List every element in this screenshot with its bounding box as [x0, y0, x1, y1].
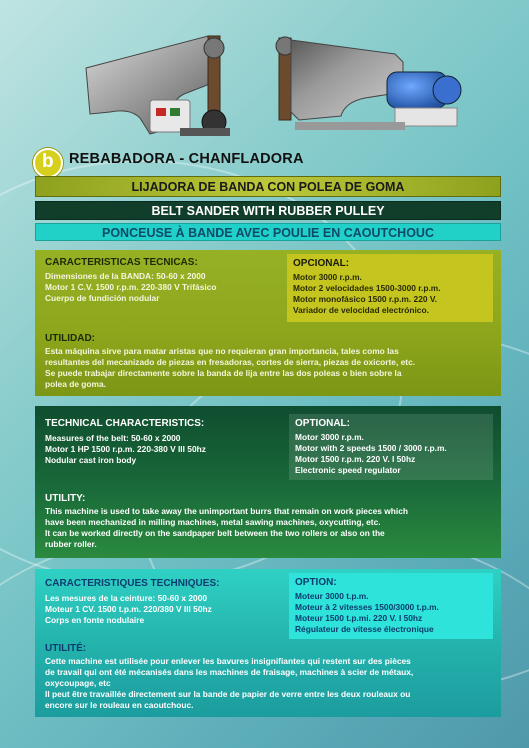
french-panel	[35, 569, 501, 717]
en-tech-line: Nodular cast iron body	[45, 455, 137, 465]
en-tech-line: Measures of the belt: 50-60 x 2000	[45, 433, 181, 443]
machine-photo-left	[80, 28, 240, 146]
es-option-line: Motor monofásico 1500 r.p.m. 220 V.	[293, 294, 437, 304]
en-option-heading: OPTIONAL:	[295, 418, 350, 429]
en-tech-heading: TECHNICAL CHARACTERISTICS:	[45, 418, 205, 429]
en-utility-line: It can be worked directly on the sandpaper belt between the two rollers or also on the	[45, 528, 385, 538]
fr-option-line: Moteur à 2 vitesses 1500/3000 t.p.m.	[295, 602, 439, 612]
es-option-line: Motor 2 velocidades 1500-3000 r.p.m.	[293, 283, 441, 293]
fr-utility-line: oxycoupage, etc	[45, 678, 111, 688]
es-option-line: Variador de velocidad electrónico.	[293, 305, 429, 315]
es-option-line: Motor 3000 r.p.m.	[293, 272, 362, 282]
brand-title: REBABADORA - CHANFLADORA	[69, 151, 304, 167]
es-option-box	[287, 254, 493, 322]
fr-utility-line: Il peut être travaillée directement sur la bande de papier de verre entre les deux rouleaux ou	[45, 689, 411, 699]
fr-utility-line: Cette machine est utilisée pour enlever les bavures insignifiantes qui restent sur des pièces	[45, 656, 411, 666]
es-utility-heading: UTILIDAD:	[45, 333, 95, 344]
fr-tech-line: Les mesures de la ceinture: 50-60 x 2000	[45, 593, 208, 603]
es-option-heading: OPCIONAL:	[293, 258, 350, 269]
es-tech-line: Dimensiones de la BANDA: 50-60 x 2000	[45, 271, 206, 281]
machine-photo-right	[275, 32, 465, 140]
en-option-line: Motor with 2 speeds 1500 / 3000 r.p.m.	[295, 443, 447, 453]
fr-utility-heading: UTILITÉ:	[45, 643, 87, 654]
fr-option-line: Régulateur de vitesse électronique	[295, 624, 434, 634]
spanish-panel	[35, 250, 501, 396]
en-option-line: Motor 1500 r.p.m. 220 V. I 50hz	[295, 454, 416, 464]
es-tech-heading: CARACTERISTICAS TECNICAS:	[45, 257, 198, 268]
es-utility-line: Esta máquina sirve para matar aristas que no requieran gran importancia, tales como las	[45, 346, 399, 356]
en-tech-line: Motor 1 HP 1500 r.p.m. 220-380 V III 50hz	[45, 444, 206, 454]
fr-option-box	[289, 573, 493, 639]
fr-option-line: Moteur 1500 t.p.mi. 220 V. I 50hz	[295, 613, 423, 623]
en-utility-heading: UTILITY:	[45, 493, 86, 504]
es-utility-line: Se puede trabajar directamente sobre la banda de lija entre las dos poleas o bien sobre la	[45, 368, 402, 378]
fr-tech-line: Corps en fonte nodulaire	[45, 615, 145, 625]
brand-logo-letter: b	[42, 151, 54, 172]
es-utility-line: resultantes del mecanizado de piezas en fresadoras, cortes de sierra, piezas de oxicorte, etc.	[45, 357, 416, 367]
es-tech-line: Cuerpo de fundición nodular	[45, 293, 160, 303]
title-spanish: LIJADORA DE BANDA CON POLEA DE GOMA	[35, 176, 501, 197]
en-option-line: Motor 3000 r.p.m.	[295, 432, 364, 442]
fr-tech-line: Moteur 1 CV. 1500 t.p.m. 220/380 V III 50hz	[45, 604, 212, 614]
en-utility-line: have been mechanized in milling machines, metal sawing machines, oxycutting, etc.	[45, 517, 381, 527]
fr-tech-heading: CARACTERISTIQUES TECHNIQUES:	[45, 578, 220, 589]
brand-logo	[33, 148, 63, 178]
en-option-line: Electronic speed regulator	[295, 465, 401, 475]
title-french: PONCEUSE À BANDE AVEC POULIE EN CAOUTCHOUC	[35, 223, 501, 241]
fr-option-heading: OPTION:	[295, 577, 337, 588]
fr-utility-line: de travail qui ont été mécanisés dans les machines de fraisage, machines à scier de métaux,	[45, 667, 414, 677]
fr-option-line: Moteur 3000 t.p.m.	[295, 591, 369, 601]
en-utility-line: rubber roller.	[45, 539, 97, 549]
es-tech-line: Motor 1 C.V. 1500 r.p.m. 220-380 V Trifásico	[45, 282, 217, 292]
title-english: BELT SANDER WITH RUBBER PULLEY	[35, 201, 501, 220]
fr-utility-line: encore sur le rouleau en caoutchouc.	[45, 700, 194, 710]
english-panel	[35, 406, 501, 558]
en-option-box	[289, 414, 493, 480]
en-utility-line: This machine is used to take away the unimportant burrs that remain on work pieces which	[45, 506, 408, 516]
es-utility-line: polea de goma.	[45, 379, 106, 389]
